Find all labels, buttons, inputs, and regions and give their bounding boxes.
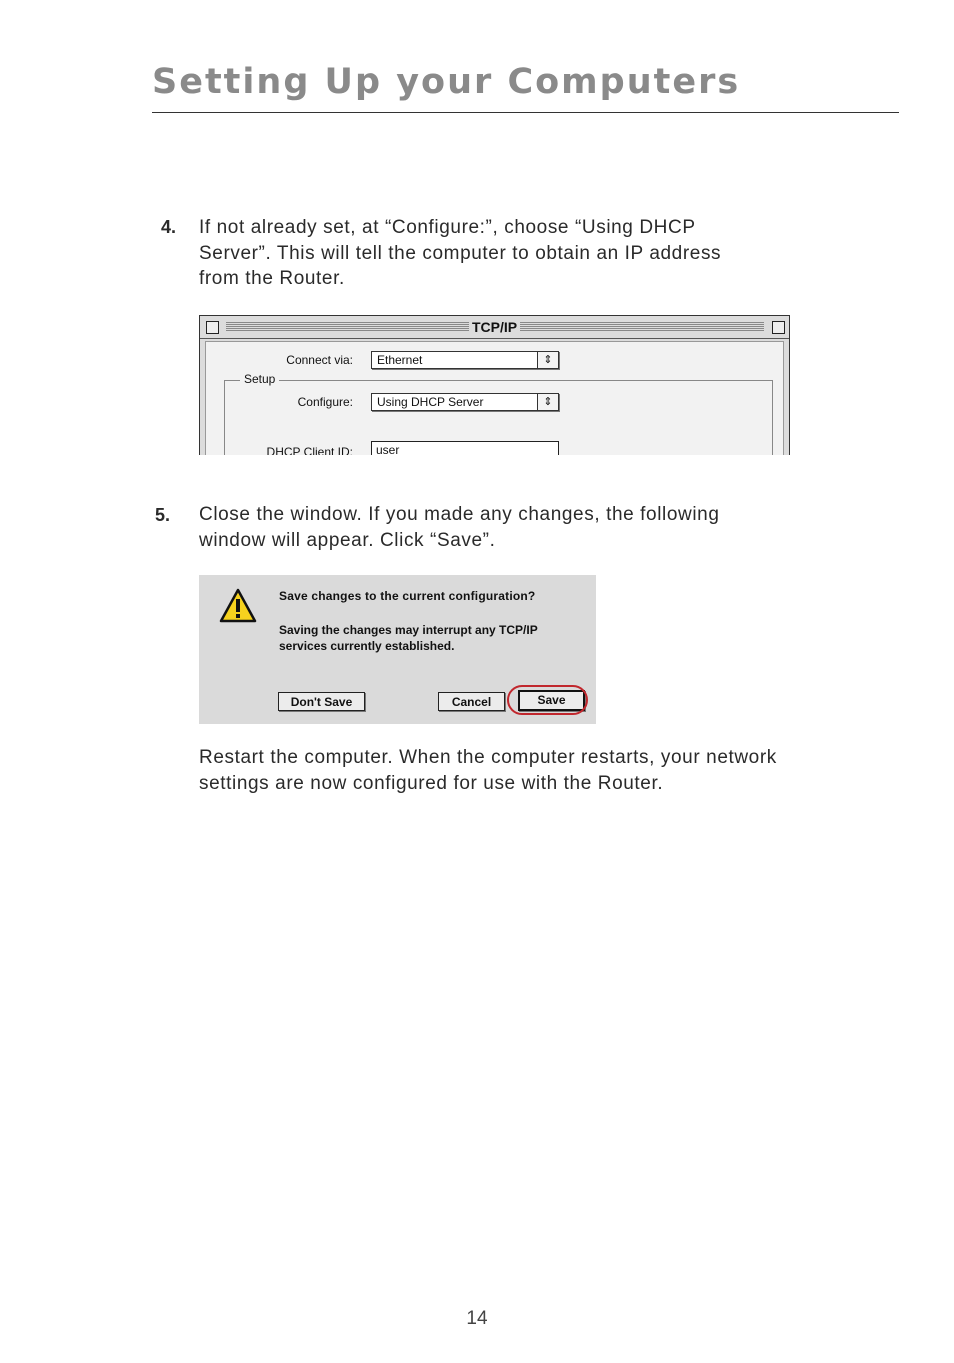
step-text-4 [199,215,859,292]
dialog-heading: Save changes to the current configuration? [279,589,536,603]
dhcp-client-id-input[interactable]: user [371,441,559,455]
connect-via-label: Connect via: [286,353,353,367]
closing-line: Restart the computer. When the computer restarts, your network [199,747,777,768]
dont-save-button[interactable]: Don't Save [278,692,365,711]
setup-label: Setup [240,372,279,386]
connect-via-value: Ethernet [377,353,423,367]
step-5-line: window will appear. Click “Save”. [199,529,496,551]
dialog-message: Saving the changes may interrupt any TCP/IP services currently established. [279,623,538,653]
configure-value: Using DHCP Server [377,395,484,409]
select-arrows-icon: ⇕ [537,352,558,368]
window-titlebar [200,316,789,339]
save-changes-dialog [199,575,596,724]
configure-label: Configure: [297,395,353,409]
step-4-line: from the Router. [199,268,345,289]
connect-via-select[interactable] [371,351,559,369]
save-button-highlight [507,685,588,715]
dhcp-client-id-label: DHCP Client ID: [266,445,353,455]
step-number-4: 4. [161,217,177,237]
closing-paragraph [199,745,859,796]
cancel-button[interactable]: Cancel [438,692,505,711]
tcp-ip-window [199,315,790,455]
title-divider [152,112,899,113]
step-4-line: Server”. This will tell the computer to obtain an IP address [199,242,722,264]
configure-select[interactable] [371,393,559,411]
step-4-line: If not already set, at “Configure:”, choose “Using DHCP [199,217,696,238]
page-title: Setting Up your Computers [152,62,741,102]
closing-line: settings are now configured for use with the Router. [199,772,664,794]
window-title: TCP/IP [469,319,520,335]
step-number-5: 5. [155,505,171,525]
step-5-line: Close the window. If you made any changes, the following [199,504,720,525]
window-body [205,341,784,455]
collapse-box-icon[interactable] [772,321,785,334]
step-text-5 [199,502,859,553]
page-number: 14 [466,1308,488,1329]
save-button[interactable]: Save [518,690,585,711]
select-arrows-icon: ⇕ [537,394,558,410]
warning-icon [219,588,257,624]
